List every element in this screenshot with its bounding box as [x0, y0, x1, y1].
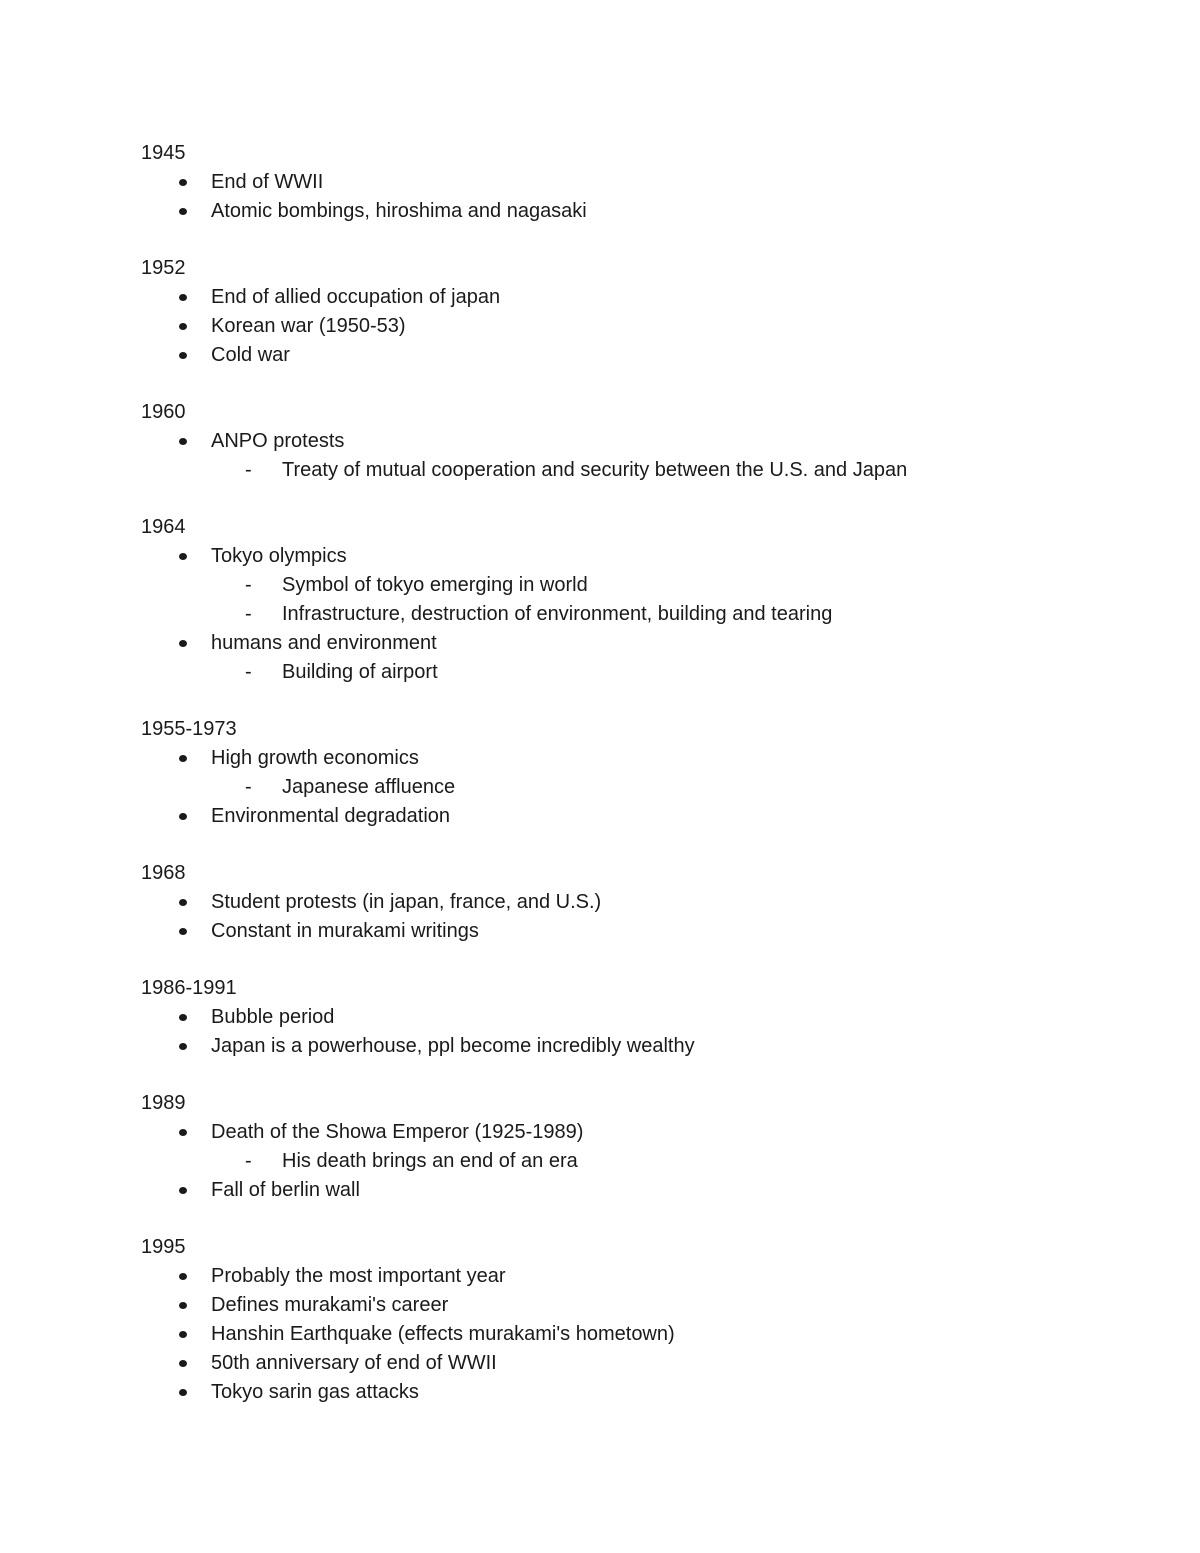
bullet-dot-icon: [179, 208, 187, 215]
sub-list-item-text: His death brings an end of an era: [282, 1150, 578, 1172]
year-heading: 1986-1991: [141, 977, 237, 999]
list-item-text: Tokyo sarin gas attacks: [211, 1381, 419, 1403]
list-item-text: Korean war (1950-53): [211, 315, 406, 337]
bullet-dot-icon: [179, 1273, 187, 1280]
timeline-section: [141, 974, 1141, 1061]
sub-list-item-text: Symbol of tokyo emerging in world: [282, 574, 588, 596]
bullet-dot-icon: [179, 928, 187, 935]
dash-marker-icon: -: [245, 574, 252, 596]
list-item: [141, 1003, 1141, 1032]
bullet-dot-icon: [179, 755, 187, 762]
year-heading: 1968: [141, 862, 186, 884]
list-item: [141, 1176, 1141, 1205]
bullet-dot-icon: [179, 640, 187, 647]
bullet-dot-icon: [179, 323, 187, 330]
year-heading: 1955-1973: [141, 718, 237, 740]
bullet-list: [141, 427, 1141, 485]
list-item: [141, 888, 1141, 917]
sub-list-item-text: Japanese affluence: [282, 776, 456, 798]
list-item: [141, 1320, 1141, 1349]
bullet-dot-icon: [179, 1043, 187, 1050]
year-heading: 1960: [141, 401, 186, 423]
sub-list-item-text: Building of airport: [282, 661, 438, 683]
bullet-dot-icon: [179, 1360, 187, 1367]
list-item: [141, 802, 1141, 831]
list-item: [141, 1349, 1141, 1378]
list-item-text: Defines murakami's career: [211, 1294, 449, 1316]
timeline-section: [141, 1089, 1141, 1205]
document-body: [141, 139, 1141, 1435]
dash-marker-icon: -: [245, 661, 252, 683]
year-heading: 1989: [141, 1092, 186, 1114]
timeline-section: [141, 513, 1141, 687]
bullet-dot-icon: [179, 899, 187, 906]
bullet-list: [141, 744, 1141, 831]
list-item-text: Japan is a powerhouse, ppl become incredibly wealthy: [211, 1035, 695, 1057]
list-item: [141, 341, 1141, 370]
bullet-list: [141, 1003, 1141, 1061]
bullet-list: [141, 1118, 1141, 1205]
bullet-list: [141, 542, 1141, 687]
dash-marker-icon: -: [245, 603, 252, 625]
list-item-text: ANPO protests: [211, 430, 345, 452]
list-item: [141, 1378, 1141, 1407]
timeline-section: [141, 139, 1141, 226]
bullet-dot-icon: [179, 1187, 187, 1194]
list-item: [141, 1032, 1141, 1061]
list-item: [141, 744, 1141, 773]
list-item: [141, 1291, 1141, 1320]
bullet-dot-icon: [179, 179, 187, 186]
sub-list-item: [141, 773, 1141, 802]
bullet-dot-icon: [179, 1129, 187, 1136]
sub-list-item: [141, 571, 1141, 600]
list-item: [141, 168, 1141, 197]
list-item-text: 50th anniversary of end of WWII: [211, 1352, 497, 1374]
list-item-text: Hanshin Earthquake (effects murakami's hometown): [211, 1323, 675, 1345]
sub-list-item: [141, 1147, 1141, 1176]
list-item: [141, 283, 1141, 312]
bullet-dot-icon: [179, 352, 187, 359]
timeline-section: [141, 859, 1141, 946]
bullet-list: [141, 168, 1141, 226]
list-item-text: Atomic bombings, hiroshima and nagasaki: [211, 200, 587, 222]
year-heading: 1964: [141, 516, 186, 538]
timeline-section: [141, 715, 1141, 831]
bullet-list: [141, 1262, 1141, 1407]
timeline-section: [141, 254, 1141, 370]
list-item-text: Environmental degradation: [211, 805, 451, 827]
list-item-text: Bubble period: [211, 1006, 335, 1028]
list-item: [141, 1118, 1141, 1147]
bullet-dot-icon: [179, 813, 187, 820]
sub-list-item: [141, 658, 1141, 687]
list-item-text: Tokyo olympics: [211, 545, 347, 567]
sub-list-item: [141, 456, 1141, 485]
bullet-dot-icon: [179, 1302, 187, 1309]
list-item-text: Student protests (in japan, france, and U.S.): [211, 891, 602, 913]
year-heading: 1995: [141, 1236, 186, 1258]
list-item-text: End of WWII: [211, 171, 324, 193]
list-item: [141, 542, 1141, 571]
sub-list-item: [141, 600, 1141, 629]
list-item: [141, 629, 1141, 658]
dash-marker-icon: -: [245, 776, 252, 798]
dash-marker-icon: -: [245, 1150, 252, 1172]
year-heading: 1952: [141, 257, 186, 279]
bullet-list: [141, 888, 1141, 946]
bullet-dot-icon: [179, 1014, 187, 1021]
list-item: [141, 917, 1141, 946]
bullet-dot-icon: [179, 1331, 187, 1338]
sub-list-item-text: Infrastructure, destruction of environment, building and tearing: [282, 603, 833, 625]
list-item-text: High growth economics: [211, 747, 419, 769]
list-item-text: Constant in murakami writings: [211, 920, 479, 942]
dash-marker-icon: -: [245, 459, 252, 481]
timeline-section: [141, 398, 1141, 485]
year-heading: 1945: [141, 142, 186, 164]
list-item: [141, 427, 1141, 456]
timeline-section: [141, 1233, 1141, 1407]
bullet-dot-icon: [179, 438, 187, 445]
list-item: [141, 1262, 1141, 1291]
list-item-text: Death of the Showa Emperor (1925-1989): [211, 1121, 584, 1143]
list-item-text: humans and environment: [211, 632, 437, 654]
bullet-dot-icon: [179, 294, 187, 301]
list-item-text: Fall of berlin wall: [211, 1179, 360, 1201]
list-item-text: Probably the most important year: [211, 1265, 506, 1287]
list-item: [141, 197, 1141, 226]
list-item-text: End of allied occupation of japan: [211, 286, 501, 308]
sub-list-item-text: Treaty of mutual cooperation and security between the U.S. and Japan: [282, 459, 908, 481]
bullet-dot-icon: [179, 553, 187, 560]
bullet-dot-icon: [179, 1389, 187, 1396]
list-item: [141, 312, 1141, 341]
list-item-text: Cold war: [211, 344, 290, 366]
bullet-list: [141, 283, 1141, 370]
